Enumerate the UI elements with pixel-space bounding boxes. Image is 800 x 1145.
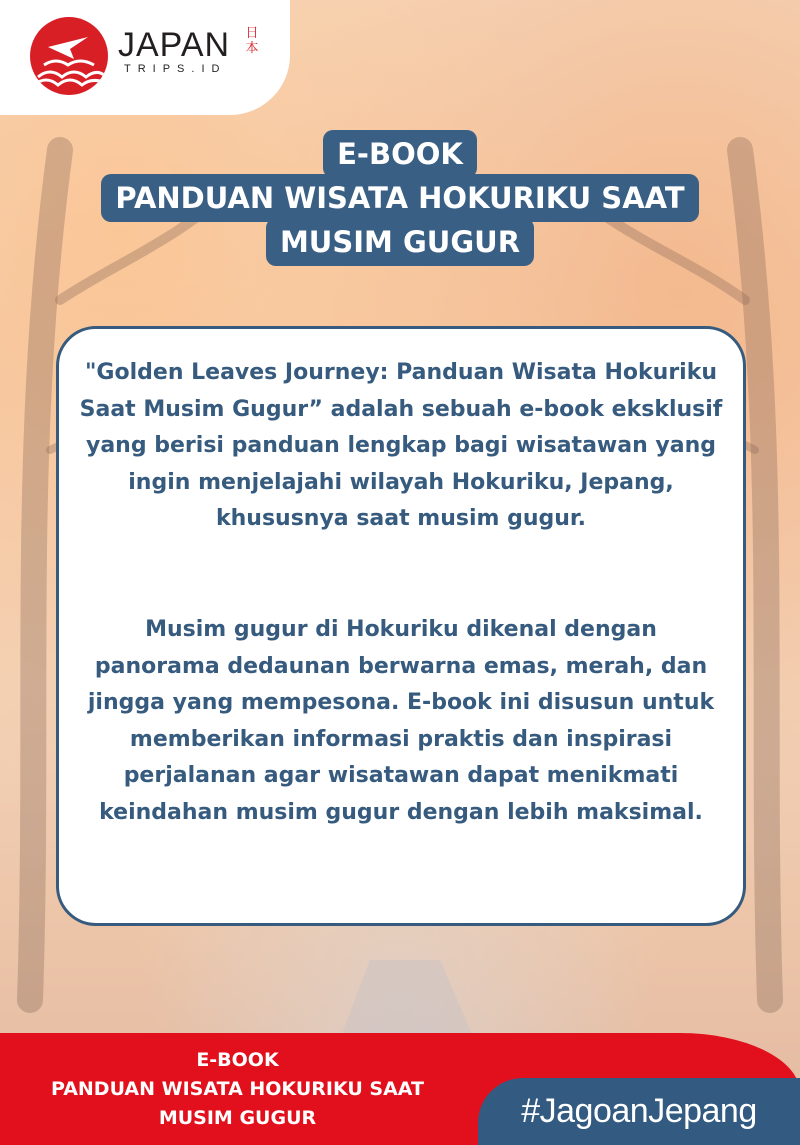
description-paragraph-2: Musim gugur di Hokuriku dikenal dengan panorama dedaunan berwarna emas, merah, dan jingga yang mempesona. E-book ini disusun untuk memberikan informasi praktis dan inspirasi perjalanan agar wisatawan dapat menikmati keindahan musim gugur dengan lebih maksimal. — [87, 617, 715, 825]
description-paragraph-1: "Golden Leaves Journey: Panduan Wisata Hokuriku Saat Musim Gugur” adalah sebuah e-book eksklusif yang berisi panduan lengkap bagi wisatawan yang ingin menjelajahi wilayah Hokuriku, Jepang, khususnya saat musim gugur. — [79, 360, 723, 531]
logo-kanji — [244, 26, 260, 56]
footer-line-ebook: E-BOOK — [196, 1049, 279, 1071]
logo-sub-text: TRIPS.ID — [124, 63, 227, 75]
logo-emblem-icon — [30, 17, 108, 95]
page-title — [0, 130, 800, 266]
description-card — [56, 326, 746, 926]
logo-banner — [0, 0, 290, 115]
title-line-season: MUSIM GUGUR — [266, 218, 534, 266]
title-line-guide: PANDUAN WISATA HOKURIKU SAAT — [101, 174, 698, 222]
logo-kanji-bottom: 本 — [245, 41, 259, 56]
footer-title — [0, 1046, 475, 1133]
title-line-ebook: E-BOOK — [323, 130, 477, 178]
footer-line-guide: PANDUAN WISATA HOKURIKU SAAT — [51, 1078, 424, 1100]
logo-brand-text: JAPAN — [118, 26, 231, 64]
hashtag-text: #JagoanJepang — [521, 1092, 757, 1130]
footer-line-season: MUSIM GUGUR — [158, 1107, 317, 1129]
logo-kanji-top: 日 — [245, 26, 259, 41]
